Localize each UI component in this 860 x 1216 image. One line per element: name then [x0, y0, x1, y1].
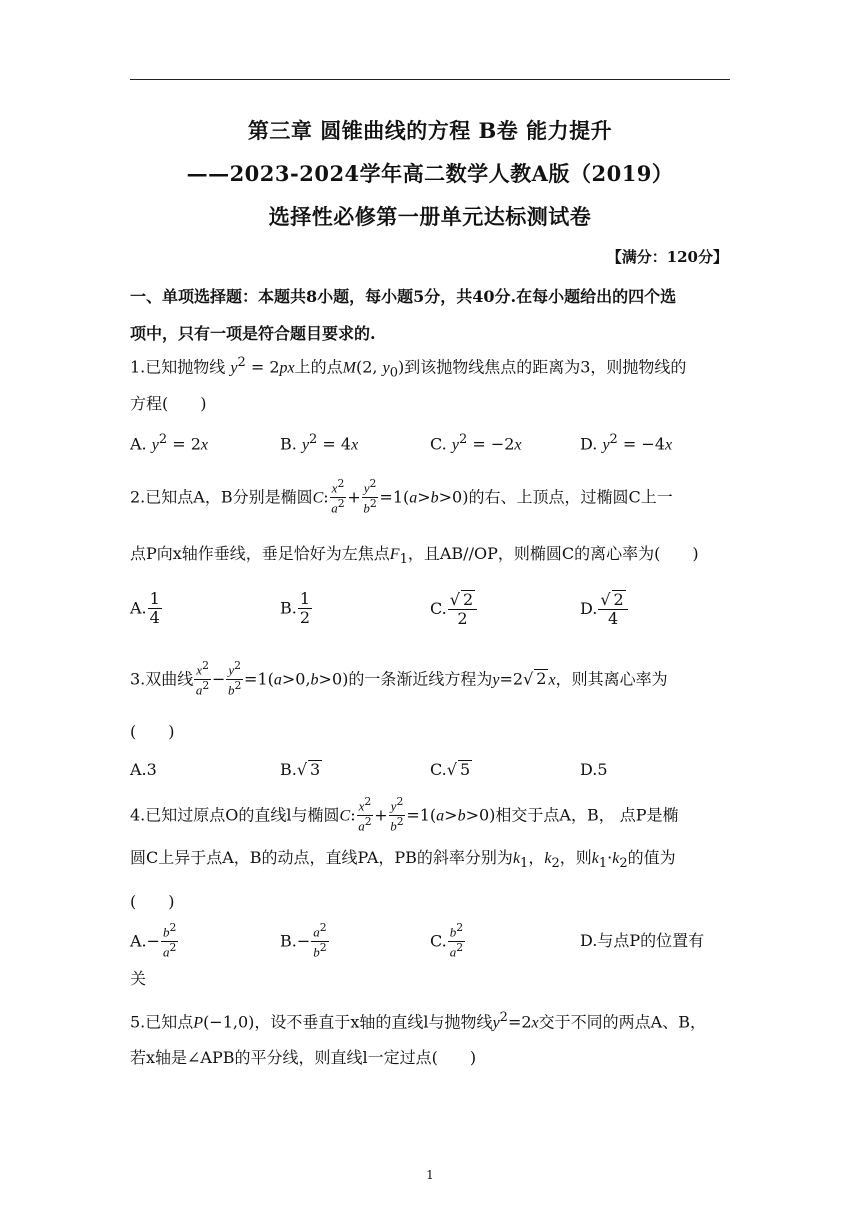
question-5-line2: 若x轴是∠APB的平分线，则直线l一定过点( ) [130, 1048, 477, 1067]
q4-option-a: A.− $\frac{b^2}{a^2}$ [130, 921, 177, 960]
question-2-line1: 2.已知点A，B分别是椭圆C: $\frac{x^2}{a^2}$ + $\frac{y^2}{b^2}$ =1(a>b>0)的右、上顶点，过椭圆C上一 [130, 477, 673, 516]
q4-option-d: D.与点P的位置有 [580, 931, 705, 950]
q1-option-b: B. $y^2 = 4x$ [280, 432, 359, 454]
section-heading-line2: 项中，只有一项是符合题目要求的. [130, 324, 376, 343]
doc-title-line1: 第三章 圆锥曲线的方程 B卷 能力提升 [247, 118, 613, 143]
question-4-line2: 圆C上异于点A，B的动点，直线PA，PB的斜率分别为$k_1$，$k_2$，则$k_1\cdot k_2$的值为 [130, 848, 676, 872]
top-rule [130, 79, 730, 80]
q2-option-b: B. $\frac{1}{2}$ [280, 589, 311, 628]
q1-option-d: D. $y^2 = -4x$ [580, 432, 673, 454]
question-4-line1: 4.已知过原点O的直线l与椭圆C: $\frac{x^2}{a^2}$ + $\frac{y^2}{b^2}$ =1(a>b>0)相交于点A，B， 点P是椭 [130, 795, 679, 834]
q3-option-c: C.√ 5 [430, 760, 471, 779]
q4-option-b: B.− $\frac{a^2}{b^2}$ [280, 921, 327, 960]
q4-option-c: C. $\frac{b^2}{a^2}$ [430, 921, 464, 960]
doc-title-line3: 选择性必修第一册单元达标测试卷 [268, 204, 592, 229]
q1-option-c: C. $y^2 = -2x$ [430, 432, 522, 454]
doc-title-line2: ——2023-2024学年高二数学人教A版（2019） [186, 161, 674, 186]
q2-option-c: C. $\frac{√ 2}{2}$ [430, 590, 478, 629]
q3-option-d: D.5 [580, 760, 608, 779]
q3-option-b: B.√ 3 [280, 760, 321, 779]
q2-option-d: D. $\frac{√ 2}{4}$ [580, 590, 629, 629]
question-3-line1: 3.双曲线 $\frac{x^2}{a^2}$ − $\frac{y^2}{b^2}$ =1(a>0,b>0)的一条渐近线方程为y=2√ 2 x，则其离心率为 [130, 659, 668, 698]
question-4-line3: ( ) [130, 892, 175, 911]
section-heading-line1: 一、单项选择题：本题共8小题，每小题5分，共40分.在每小题给出的四个选 [130, 287, 677, 306]
q4-option-d-cont: 关 [130, 969, 147, 988]
question-2-line2: 点P向x轴作垂线，垂足恰好为左焦点$F_1$，且AB//OP，则椭圆C的离心率为( ) [130, 544, 699, 568]
q1-option-a: A. $y^2 = 2x$ [130, 432, 208, 454]
page-number: 1 [426, 1168, 434, 1182]
question-1-line1: 1.已知抛物线 $y^2 = 2px$上的点M(2, $y_0$)到该抛物线焦点的距离为3，则抛物线的 [130, 355, 687, 381]
question-5-line1: 5.已知点P(−1,0)，设不垂直于x轴的直线l与抛物线$y^2=2x$交于不同的两点A、B， [130, 1010, 706, 1032]
full-score: 【满分：120分】 [606, 248, 728, 266]
question-1-line2: 方程( ) [130, 394, 207, 413]
q3-option-a: A.3 [130, 760, 157, 779]
question-3-line2: ( ) [130, 722, 175, 741]
q2-option-a: A. $\frac{1}{4}$ [130, 589, 160, 628]
